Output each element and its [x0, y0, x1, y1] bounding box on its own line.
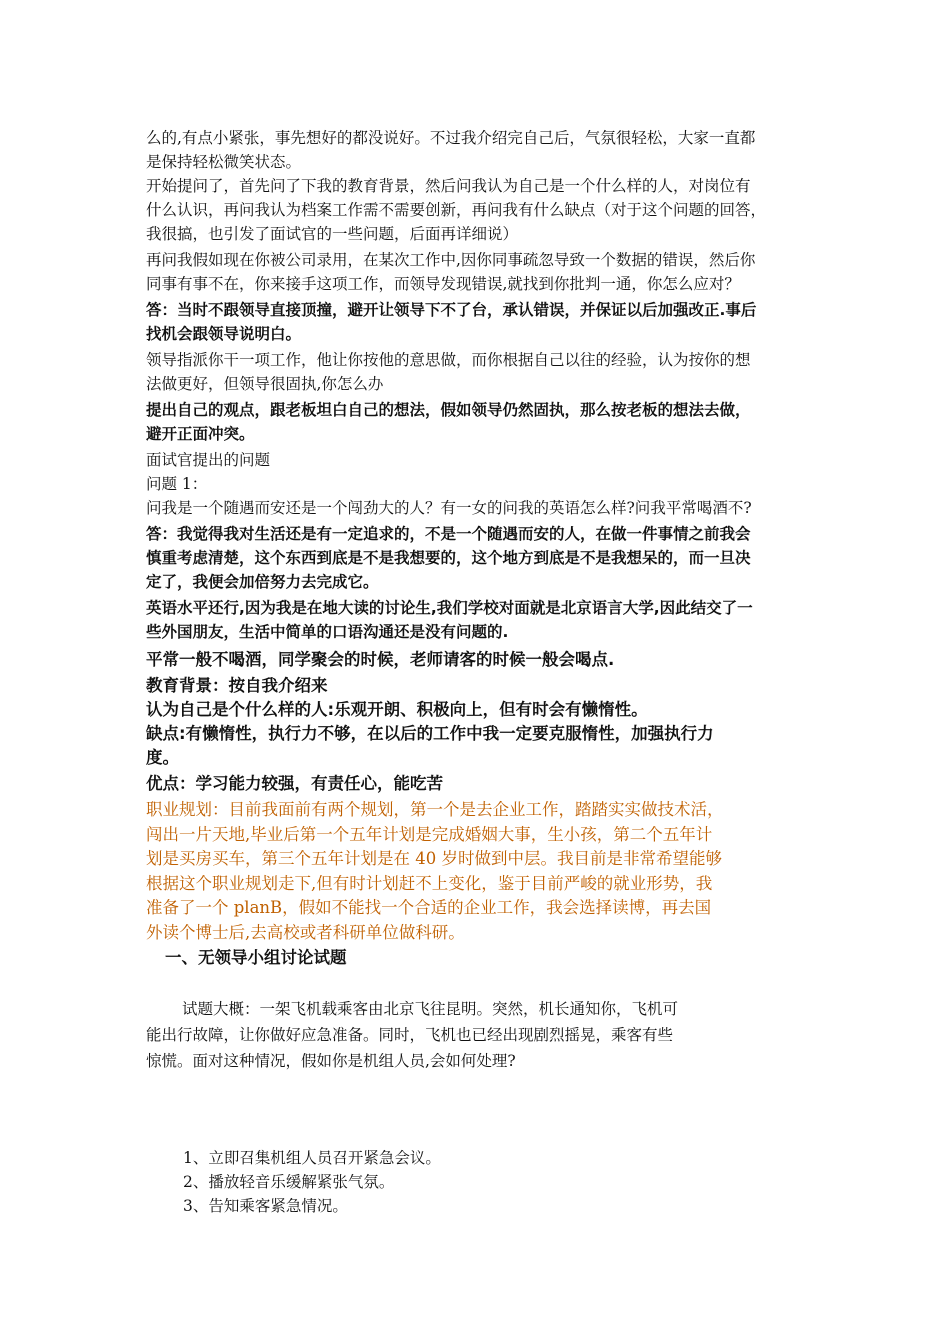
- career-plan: [146, 798, 816, 945]
- highlighted-english: [146, 596, 816, 644]
- case-description: [146, 996, 816, 1074]
- paragraph-intro: [146, 126, 816, 174]
- text-line: 找机会跟领导说明白。: [146, 325, 302, 343]
- text-line: 提出自己的观点，跟老板坦白自己的想法，假如领导仍然固执，那么按老板的想法去做，: [146, 401, 751, 419]
- paragraph-scenario-2: [146, 348, 816, 396]
- paragraph-scenario: [146, 248, 816, 296]
- highlighted-line: 职业规划：目前我面前有两个规划，第一个是去企业工作，踏踏实实做技术活，: [146, 800, 724, 819]
- text-line: 惊慌。面对这种情况，假如你是机组人员,会如何处理?: [146, 1052, 516, 1070]
- text-line: 么的,有点小紧张，事先想好的都没说好。不过我介绍完自己后，气氛很轻松，大家一直都: [146, 129, 756, 147]
- text-line: 法做更好，但领导很固执,你怎么办: [146, 375, 384, 393]
- highlighted-drink: 平常一般不喝酒，同学聚会的时候，老师请客的时候一般会喝点.: [146, 650, 615, 669]
- response-list: [183, 1146, 441, 1218]
- highlighted-line: 定了，我便会加倍努力去完成它。: [146, 573, 379, 591]
- text-line: 再问我假如现在你被公司录用，在某次工作中,因你同事疏忽导致一个数据的错误，然后你: [146, 251, 756, 269]
- highlighted-line: 划是买房买车，第三个五年计划是在 40 岁时做到中层。我目前是非常希望能够: [146, 849, 722, 868]
- highlighted-self: 认为自己是个什么样的人:乐观开朗、积极向上，但有时会有懒惰性。: [146, 700, 648, 719]
- highlighted-line: 缺点:有懒惰性，执行力不够，在以后的工作中我一定要克服惰性，加强执行力: [146, 724, 714, 743]
- section-label: 面试官提出的问题: [146, 451, 271, 469]
- text-line: 避开正面冲突。: [146, 425, 255, 443]
- highlighted-line: 慎重考虑清楚，这个东西到底是不是我想要的，这个地方到底是不是我想呆的，而一旦决: [146, 549, 751, 567]
- text-line: 是保持轻松微笑状态。: [146, 153, 302, 171]
- highlighted-weakness: [146, 722, 816, 770]
- text-line: 试题大概：一架飞机载乘客由北京飞往昆明。突然，机长通知你，飞机可: [182, 1000, 679, 1018]
- highlighted-line: 准备了一个 planB，假如不能找一个合适的企业工作，我会选择读博，再去国: [146, 898, 712, 917]
- question-label: 问题 1：: [146, 475, 208, 493]
- section-heading: 一、无领导小组讨论试题: [165, 948, 347, 967]
- highlighted-answer: [146, 522, 816, 594]
- highlighted-line: 闯出一片天地,毕业后第一个五年计划是完成婚姻大事，生小孩，第二个五年计: [146, 824, 713, 844]
- highlighted-line: 英语水平还行,因为我是在地大读的讨论生,我们学校对面就是北京语言大学,因此结交了一: [146, 599, 753, 617]
- highlighted-line: 答：我觉得我对生活还是有一定追求的，不是一个随遇而安的人，在做一件事情之前我会: [146, 525, 751, 543]
- text-line: 领导指派你干一项工作，他让你按他的意思做，而你根据自己以往的经验，认为按你的想: [146, 351, 751, 369]
- list-item: 2、播放轻音乐缓解紧张气氛。: [183, 1173, 395, 1191]
- text-line: 开始提问了，首先问了下我的教育背景，然后问我认为自己是一个什么样的人，对岗位有: [146, 177, 751, 195]
- answer-bold-1: [146, 298, 816, 346]
- answer-bold-2: [146, 398, 816, 446]
- highlighted-education: 教育背景：按自我介绍来: [146, 676, 328, 695]
- list-item: 1、立即召集机组人员召开紧急会议。: [183, 1149, 441, 1167]
- text-line: 什么认识，再问我认为档案工作需不需要创新，再问我有什么缺点（对于这个问题的回答，: [146, 201, 767, 219]
- highlighted-line: 根据这个职业规划走下,但有时计划赶不上变化，鉴于目前严峻的就业形势，我: [146, 873, 713, 893]
- highlighted-strength: 优点：学习能力较强，有责任心，能吃苦: [146, 774, 443, 793]
- list-item: 3、告知乘客紧急情况。: [183, 1197, 348, 1215]
- question-text: 问我是一个随遇而安还是一个闯劲大的人？有一女的问我的英语怎么样?问我平常喝酒不?: [146, 499, 752, 517]
- text-line: 我很搞，也引发了面试官的一些问题，后面再详细说）: [146, 225, 519, 243]
- text-line: 能出行故障，让你做好应急准备。同时，飞机也已经出现剧烈摇晃，乘客有些: [146, 1026, 674, 1044]
- highlighted-line: 外读个博士后,去高校或者科研单位做科研。: [146, 922, 465, 942]
- text-line: 答：当时不跟领导直接顶撞，避开让领导下不了台，承认错误，并保证以后加强改正.事后: [146, 301, 757, 319]
- highlighted-line: 些外国朋友，生活中简单的口语沟通还是没有问题的.: [146, 623, 509, 641]
- paragraph-questions: [146, 174, 816, 246]
- text-line: 同事有事不在，你来接手这项工作，而领导发现错误,就找到你批判一通，你怎么应对？: [146, 275, 740, 293]
- highlighted-line: 度。: [146, 748, 179, 767]
